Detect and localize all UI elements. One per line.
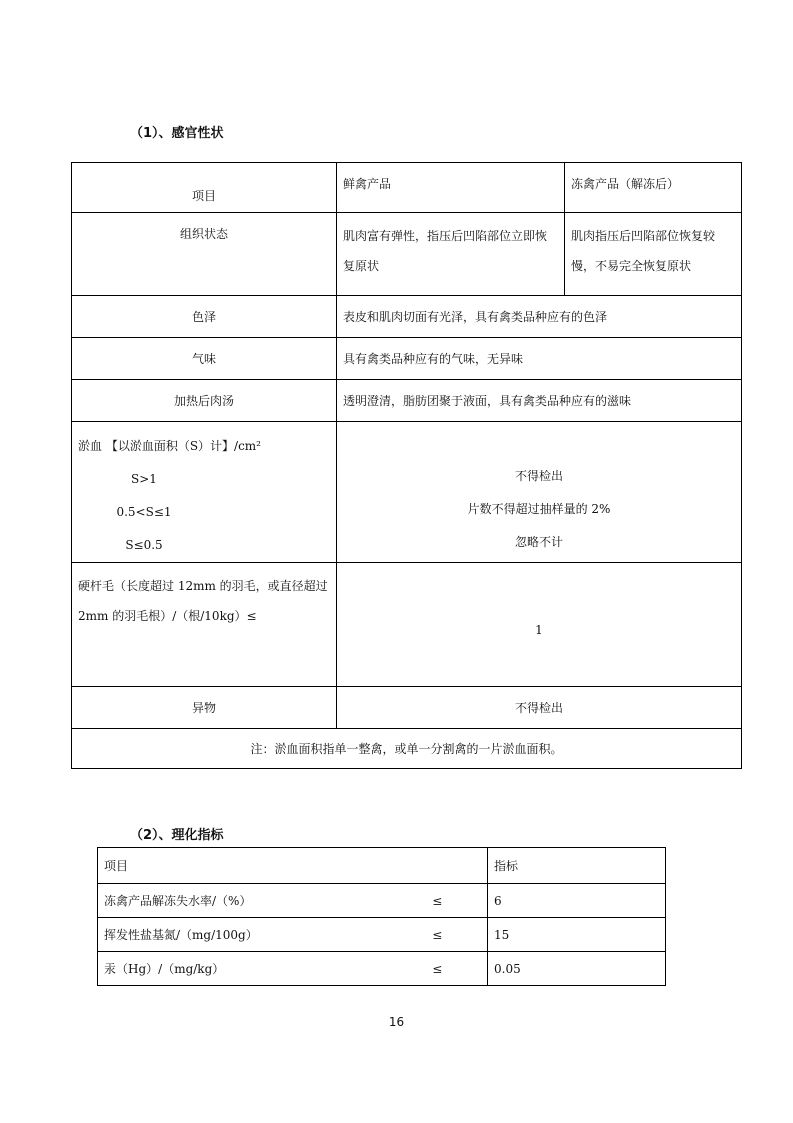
blood-cell xyxy=(72,422,337,563)
physchem-header-item: 项目 xyxy=(98,848,488,884)
feather-label: 硬杆毛（长度超过 12mm 的羽毛，或直径超过 2mm 的羽毛根）/（根/10kg）≤ xyxy=(72,563,337,687)
texture-row xyxy=(72,213,742,296)
color-label: 色泽 xyxy=(72,296,337,338)
physchem-row xyxy=(98,952,666,986)
section1-heading: （1）、感官性状 xyxy=(130,126,224,141)
physchem-label: 冻禽产品解冻失水率/（%） xyxy=(98,884,388,918)
blood-values xyxy=(337,422,742,563)
physchem-value: 15 xyxy=(488,918,666,952)
blood-condition: S≤0.5 xyxy=(125,538,163,552)
physchem-value: 0.05 xyxy=(488,952,666,986)
broth-value: 透明澄清，脂肪团聚于液面，具有禽类品种应有的滋味 xyxy=(337,380,742,422)
physchem-value: 6 xyxy=(488,884,666,918)
blood-label: 淤血 【以淤血面积（S）计】/cm² xyxy=(78,439,261,453)
blood-value: 不得检出 xyxy=(514,469,563,483)
sensory-header-row xyxy=(72,163,742,213)
physchem-table xyxy=(97,847,666,986)
blood-value: 片数不得超过抽样量的 2% xyxy=(467,502,611,516)
odor-row xyxy=(72,338,742,380)
physchem-operator: ≤ xyxy=(388,918,488,952)
physchem-row xyxy=(98,884,666,918)
sensory-table xyxy=(71,162,742,769)
texture-fresh: 肌肉富有弹性，指压后凹陷部位立即恢复原状 xyxy=(337,213,565,296)
broth-label: 加热后肉汤 xyxy=(72,380,337,422)
physchem-header-row xyxy=(98,848,666,884)
header-fresh: 鲜禽产品 xyxy=(337,163,565,213)
blood-condition: S>1 xyxy=(131,472,157,486)
blood-condition: 0.5<S≤1 xyxy=(116,505,172,519)
physchem-label: 汞（Hg）/（mg/kg） xyxy=(98,952,388,986)
blood-value: 忽略不计 xyxy=(514,535,563,549)
physchem-header-index: 指标 xyxy=(488,848,666,884)
broth-row xyxy=(72,380,742,422)
blood-row xyxy=(72,422,742,563)
header-item: 项目 xyxy=(72,163,337,213)
feather-value: 1 xyxy=(337,563,742,687)
texture-frozen: 肌肉指压后凹陷部位恢复较慢，不易完全恢复原状 xyxy=(565,213,742,296)
color-value: 表皮和肌肉切面有光泽，具有禽类品种应有的色泽 xyxy=(337,296,742,338)
odor-value: 具有禽类品种应有的气味，无异味 xyxy=(337,338,742,380)
physchem-row xyxy=(98,918,666,952)
header-frozen: 冻禽产品（解冻后） xyxy=(565,163,742,213)
physchem-operator: ≤ xyxy=(388,884,488,918)
physchem-operator: ≤ xyxy=(388,952,488,986)
page-number: 16 xyxy=(388,1015,405,1029)
odor-label: 气味 xyxy=(72,338,337,380)
foreign-value: 不得检出 xyxy=(337,687,742,729)
foreign-row xyxy=(72,687,742,729)
feather-row xyxy=(72,563,742,687)
foreign-label: 异物 xyxy=(72,687,337,729)
color-row xyxy=(72,296,742,338)
section2-heading: （2）、理化指标 xyxy=(130,828,224,843)
physchem-label: 挥发性盐基氮/（mg/100g） xyxy=(98,918,388,952)
texture-label: 组织状态 xyxy=(72,213,337,296)
note-row xyxy=(72,729,742,769)
table-note: 注：淤血面积指单一整禽，或单一分割禽的一片淤血面积。 xyxy=(72,729,742,769)
